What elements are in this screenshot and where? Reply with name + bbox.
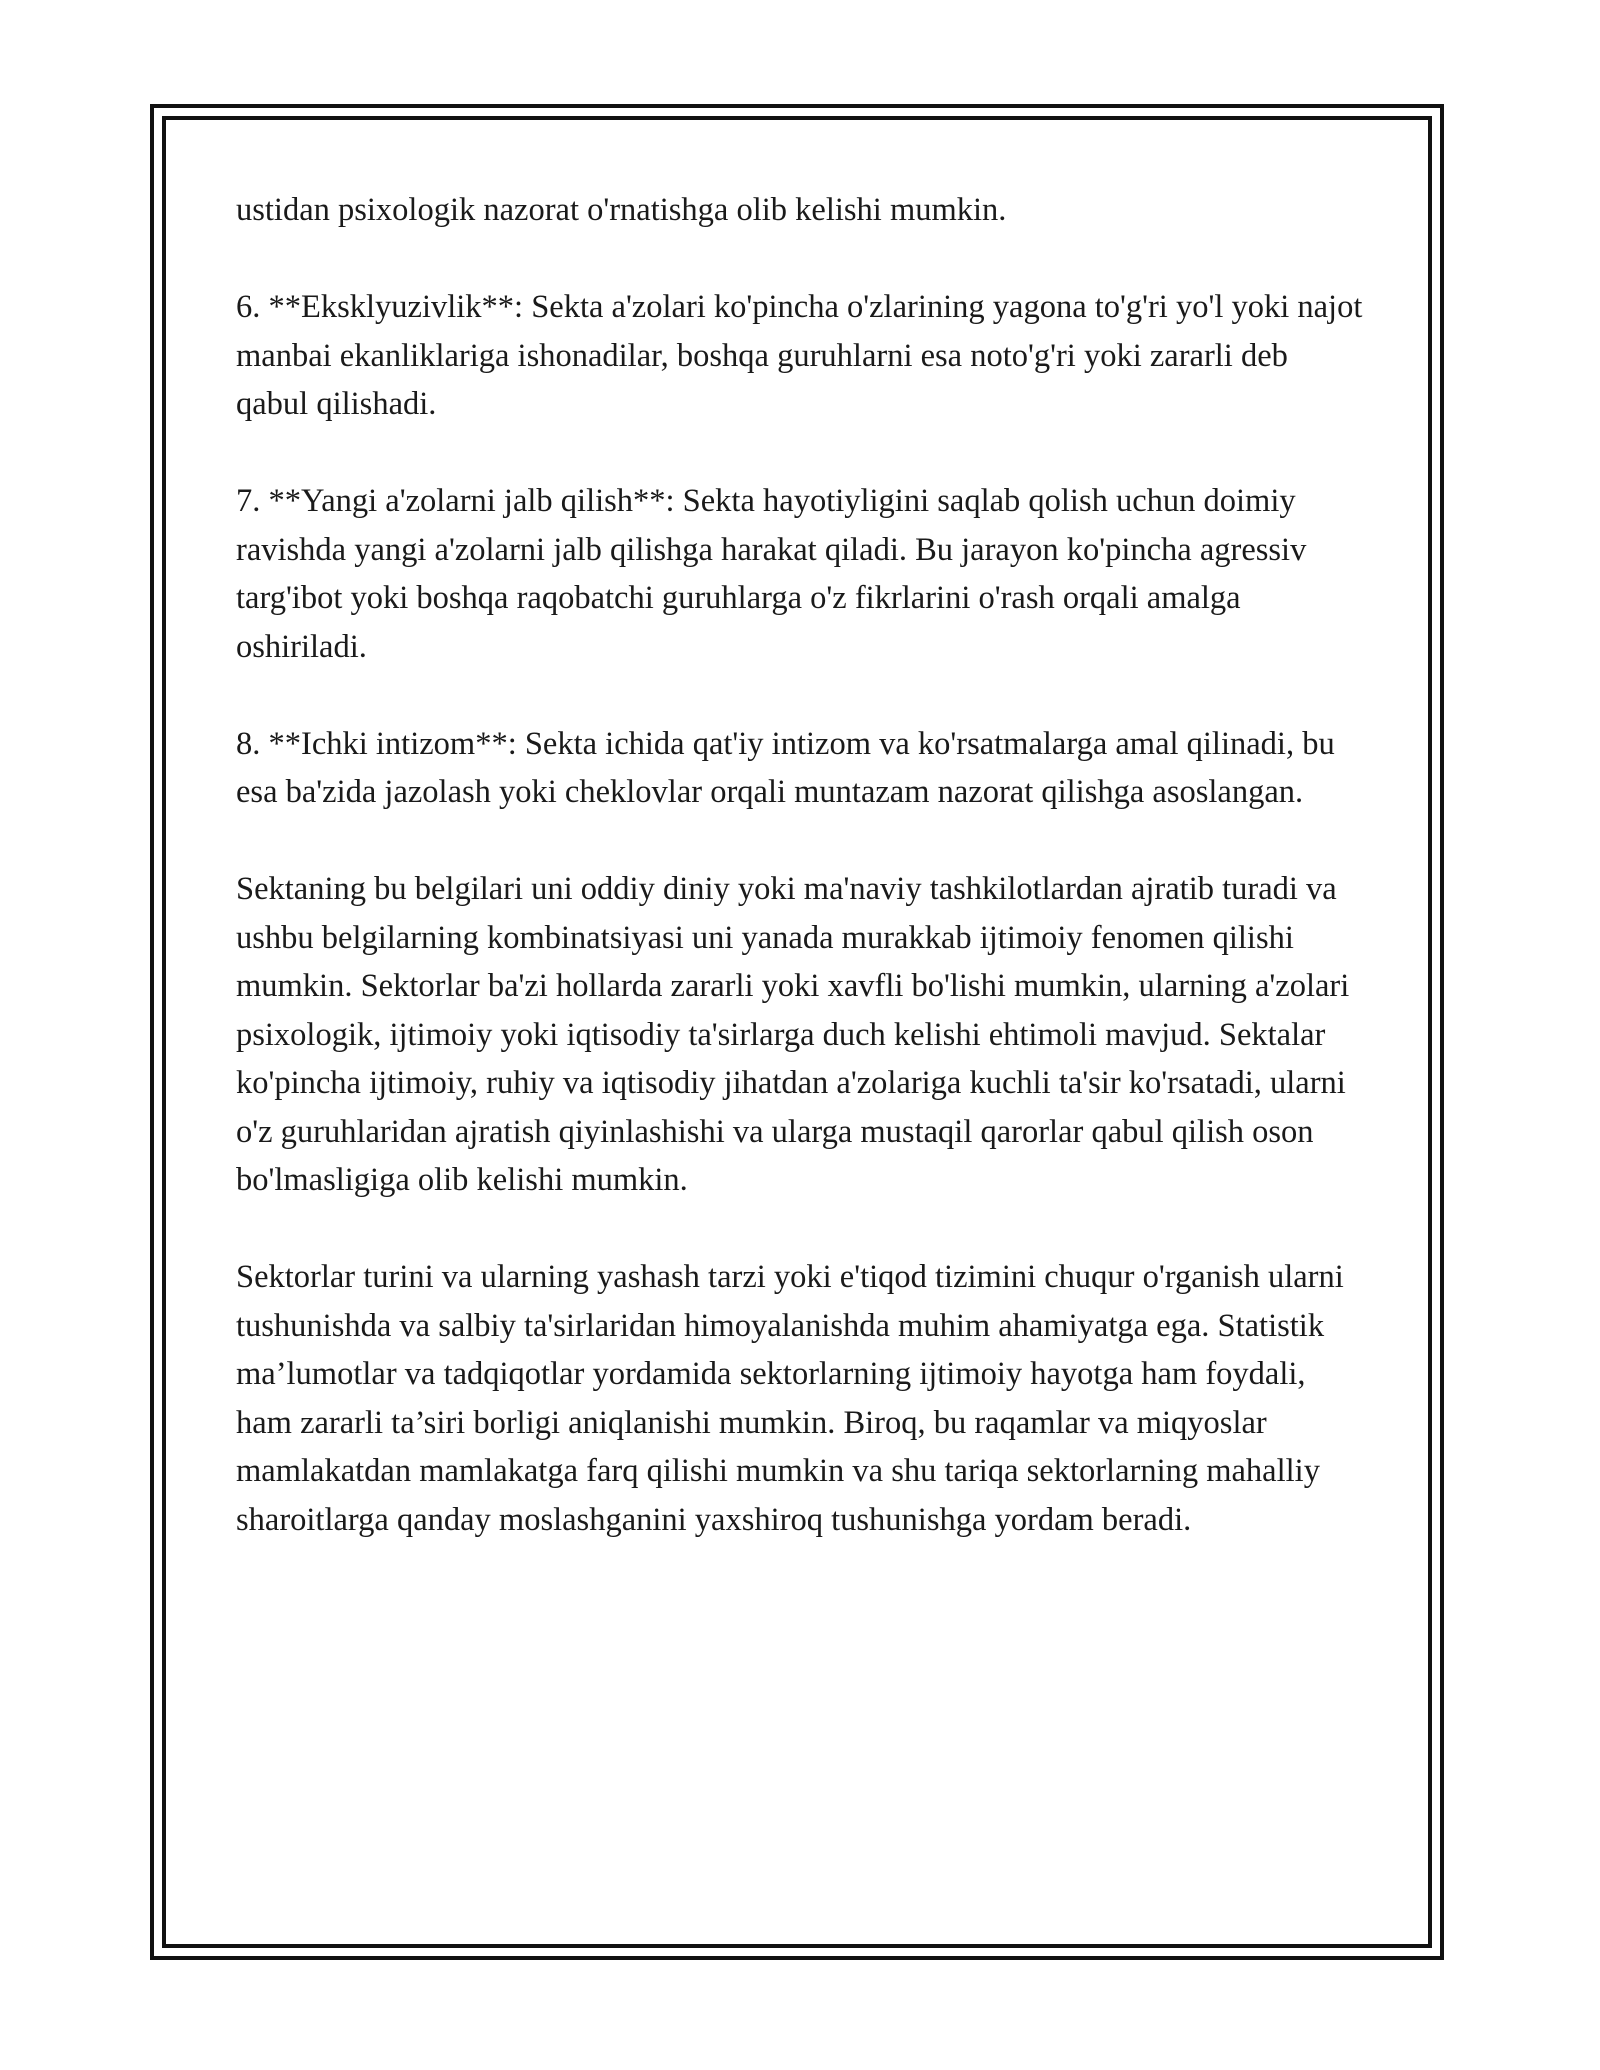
list-item-internal-discipline: 8. **Ichki intizom**: Sekta ichida qat'iy intizom va ko'rsatmalarga amal qilinadi, bu esa ba'zida jazolash yoki cheklovlar orqali muntazam nazorat qilishga asoslangan. (236, 725, 1335, 810)
paragraph-sect-characteristics: Sektaning bu belgilari uni oddiy diniy yoki ma'naviy tashkilotlardan ajratib turadi va ushbu belgilarning kombinatsiyasi uni yanada murakkab ijtimoiy fenomen qilishi mumkin. Sektorlar ba'zi hollarda zararli yoki xavfli bo'lishi mumkin, ularning a'zolari psixologik, ijtimoiy yoki iqtisodiy ta'sirlarga duch kelishi ehtimoli mavjud. Sektalar ko'pincha ijtimoiy, ruhiy va iqtisodiy jihatdan a'zolariga kuchli ta'sir ko'rsatadi, ularni o'z guruhlaridan ajratish qiyinlashishi va ularga mustaqil qarorlar qabul qilish oson bo'lmasligiga olib kelishi mumkin. (236, 871, 1350, 1198)
document-body (236, 186, 1366, 1593)
list-item-exclusivity: 6. **Eksklyuzivlik**: Sekta a'zolari ko'pincha o'zlarining yagona to'g'ri yo'l yoki najot manbai ekanliklariga ishonadilar, boshqa guruhlarni esa noto'g'ri yoki zararli deb qabul qilishadi. (236, 289, 1363, 422)
paragraph-sect-study: Sektorlar turini va ularning yashash tarzi yoki e'tiqod tizimini chuqur o'rganish ularni tushunishda va salbiy ta'sirlaridan himoyalanishda muhim ahamiyatga ega. Statistik ma’lumotlar va tadqiqotlar yordamida sektorlarning ijtimoiy hayotga ham foydali, ham zararli ta’siri borligi aniqlanishi mumkin. Biroq, bu raqamlar va miqyoslar mamlakatdan mamlakatga farq qilishi mumkin va shu tariqa sektorlarning mahalliy sharoitlarga qanday moslashganini yaxshiroq tushunishga yordam beradi. (236, 1259, 1344, 1538)
paragraph-continuation: ustidan psixologik nazorat o'rnatishga olib kelishi mumkin. (236, 192, 1007, 228)
list-item-recruitment: 7. **Yangi a'zolarni jalb qilish**: Sekta hayotiyligini saqlab qolish uchun doimiy ravishda yangi a'zolarni jalb qilishga harakat qiladi. Bu jarayon ko'pincha agressiv targ'ibot yoki boshqa raqobatchi guruhlarga o'z fikrlarini o'rash orqali amalga oshiriladi. (236, 483, 1307, 665)
